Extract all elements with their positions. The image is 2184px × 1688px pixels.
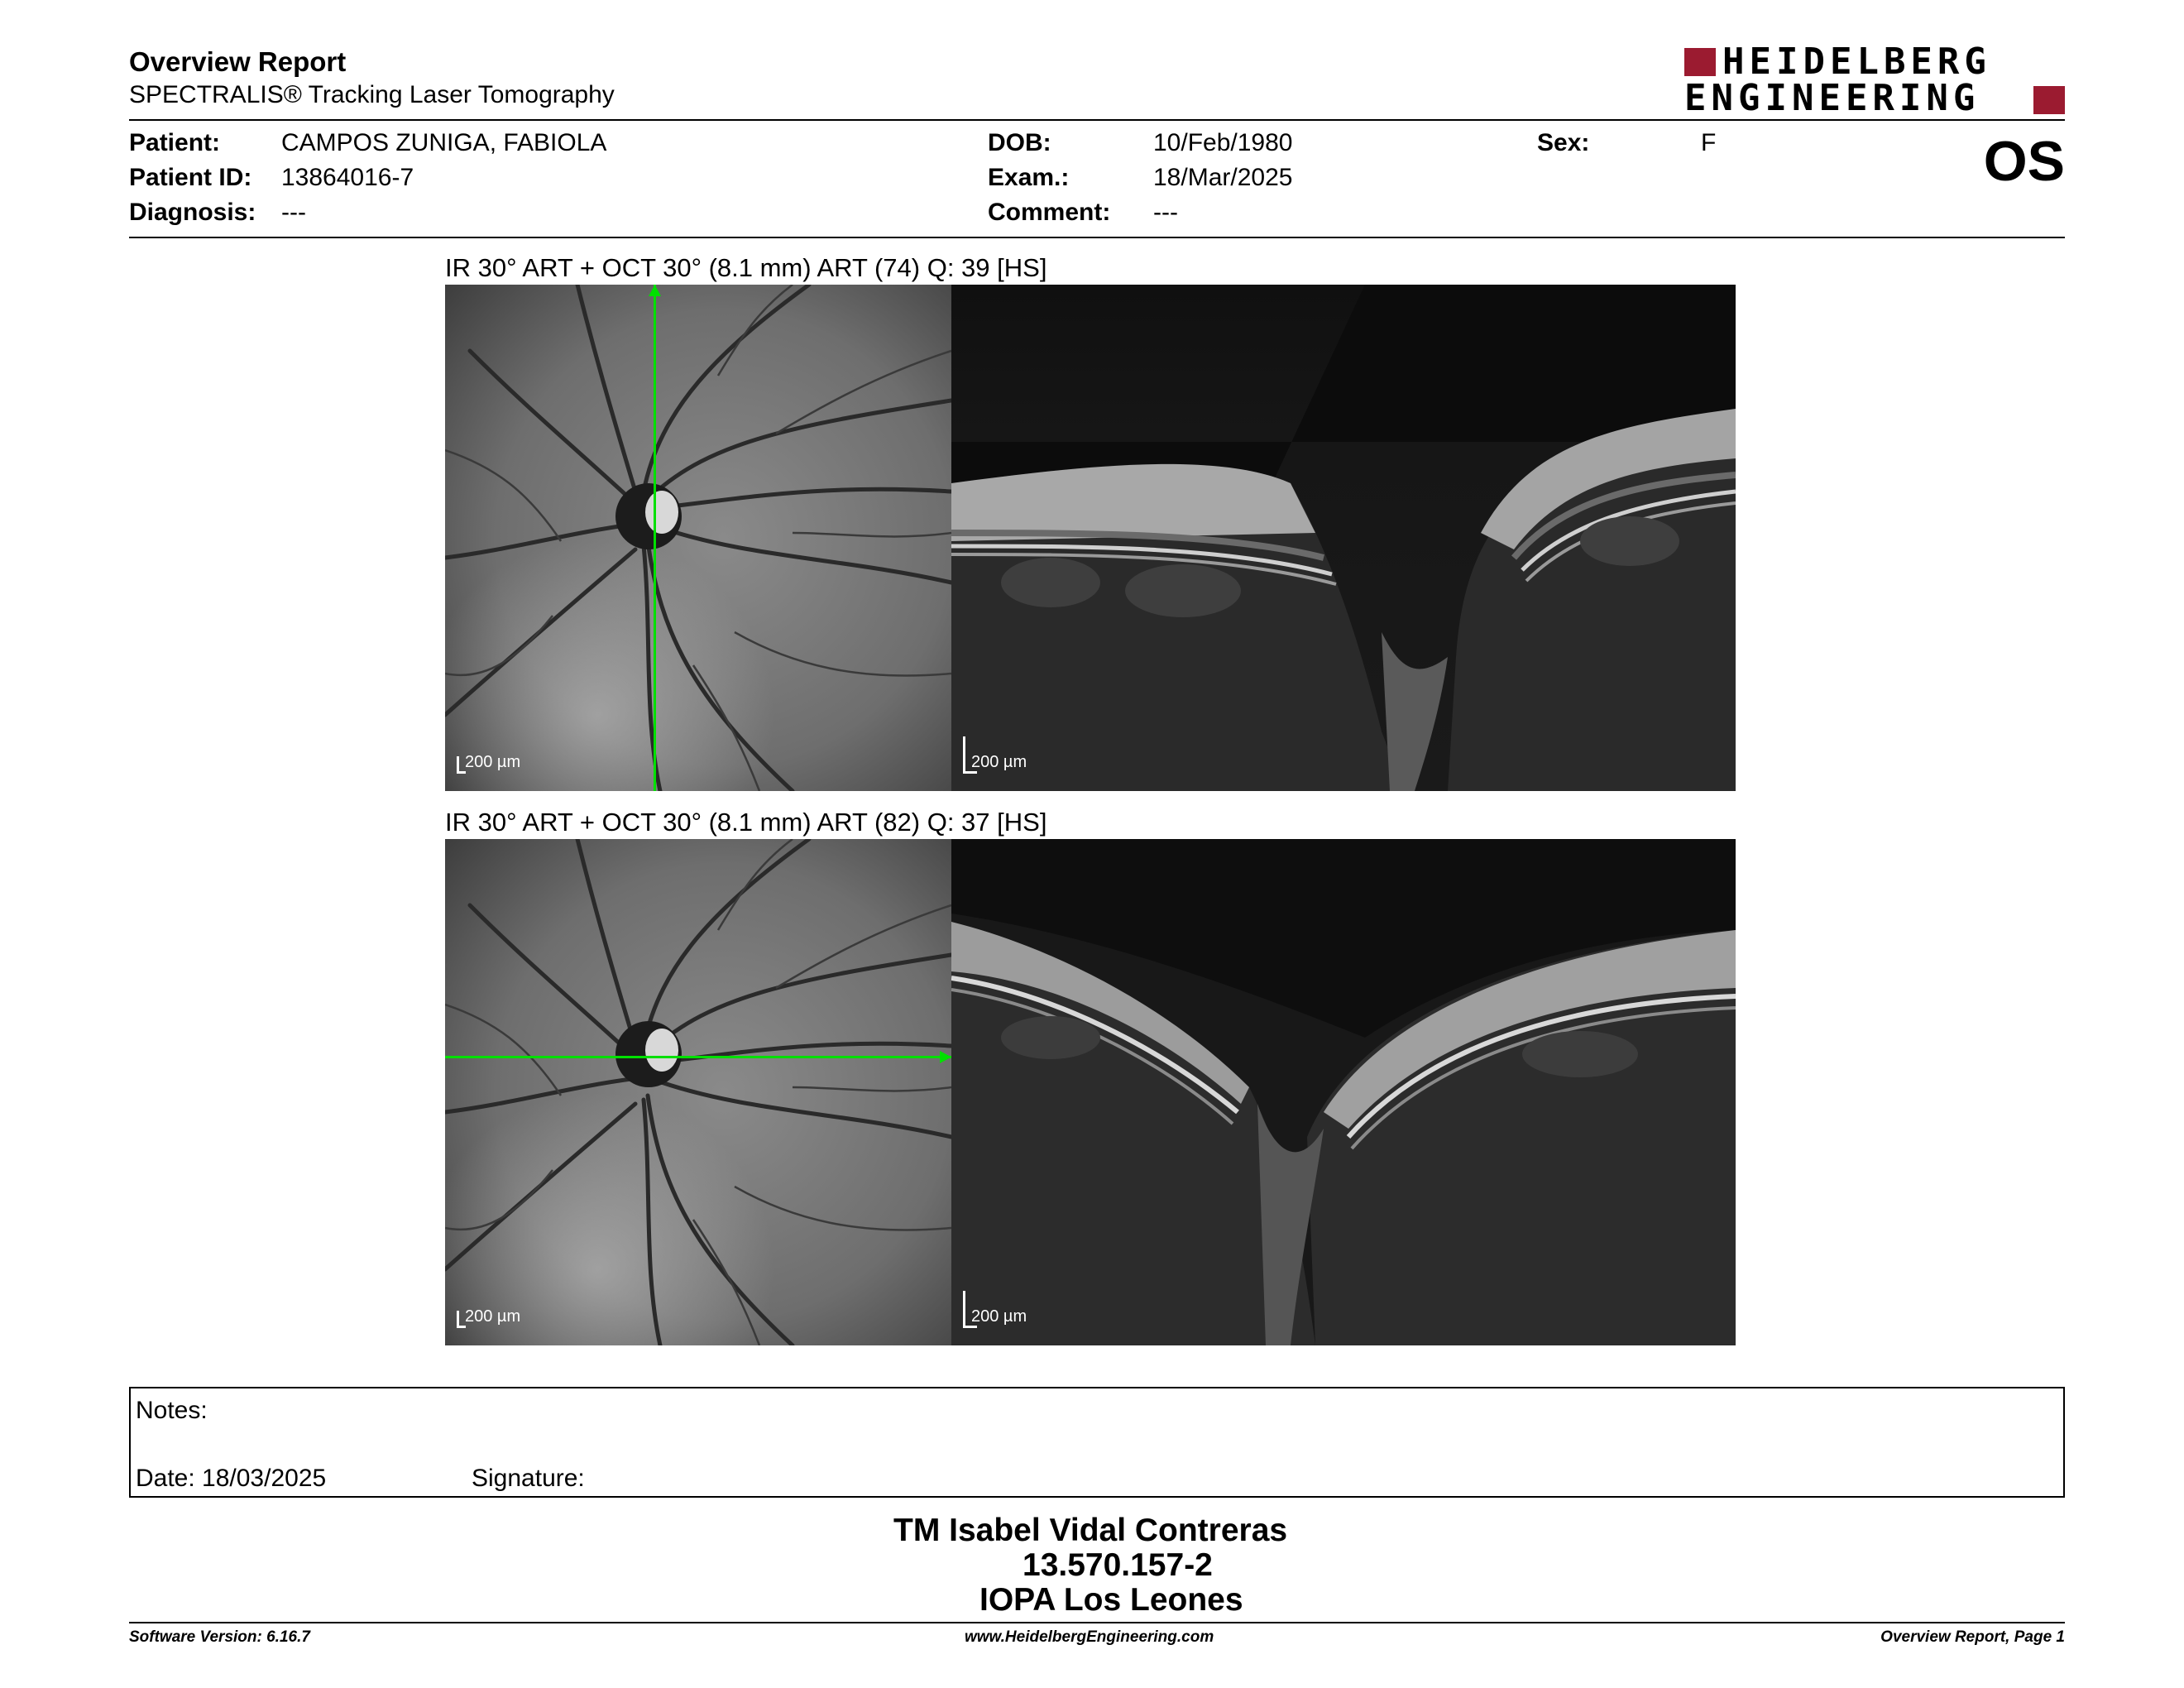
patient-id-label: Patient ID: <box>129 164 252 191</box>
scan-1-oct-image: 200 µm <box>951 285 1736 791</box>
scan-2-line <box>445 1056 951 1058</box>
exam-value: 18/Mar/2025 <box>1153 164 1293 191</box>
heidelberg-logo <box>1684 41 2065 119</box>
scan-2-title: IR 30° ART + OCT 30° (8.1 mm) ART (82) Q: 37 [HS] <box>445 808 1047 837</box>
date-label: Date: 18/03/2025 <box>136 1465 327 1492</box>
stamp-id: 13.570.157-2 <box>1023 1547 1213 1583</box>
patient-name: CAMPOS ZUNIGA, FABIOLA <box>281 129 607 156</box>
scan-2-fundus-image: 200 µm <box>445 839 951 1345</box>
sex-label: Sex: <box>1537 129 1590 156</box>
footer-divider <box>129 1622 2065 1623</box>
signature-label: Signature: <box>472 1465 585 1492</box>
page-indicator: Overview Report, Page 1 <box>1880 1628 2065 1646</box>
logo-red-square-icon <box>2033 86 2065 114</box>
patient-label: Patient: <box>129 129 221 156</box>
diagnosis-value: --- <box>281 199 306 226</box>
dob-value: 10/Feb/1980 <box>1153 129 1293 156</box>
comment-label: Comment: <box>988 199 1111 226</box>
header-divider <box>129 119 2065 121</box>
report-title: Overview Report <box>129 46 347 77</box>
patient-id-value: 13864016-7 <box>281 164 414 191</box>
notes-box <box>129 1387 2065 1498</box>
notes-label: Notes: <box>136 1397 208 1424</box>
scan-1-line <box>654 285 656 791</box>
diagnosis-label: Diagnosis: <box>129 199 256 226</box>
dob-label: DOB: <box>988 129 1051 156</box>
report-subtitle: SPECTRALIS® Tracking Laser Tomography <box>129 81 615 108</box>
stamp-name: TM Isabel Vidal Contreras <box>893 1513 1288 1548</box>
logo-line-1: HEIDELBERG <box>1722 41 1991 83</box>
stamp-institution: IOPA Los Leones <box>979 1582 1243 1618</box>
sex-value: F <box>1701 129 1717 156</box>
patient-divider <box>129 237 2065 238</box>
scan-2-oct-image: 200 µm <box>951 839 1736 1345</box>
comment-value: --- <box>1153 199 1178 226</box>
software-version: Software Version: 6.16.7 <box>129 1628 310 1646</box>
exam-label: Exam.: <box>988 164 1070 191</box>
eye-indicator: OS <box>1983 130 2065 193</box>
website-link[interactable]: www.HeidelbergEngineering.com <box>965 1628 1214 1646</box>
logo-red-square-icon <box>1684 48 1716 76</box>
logo-line-2: ENGINEERING <box>1684 77 1980 119</box>
scan-1-fundus-image: 200 µm <box>445 285 951 791</box>
scan-1-title: IR 30° ART + OCT 30° (8.1 mm) ART (74) Q: 39 [HS] <box>445 253 1047 282</box>
